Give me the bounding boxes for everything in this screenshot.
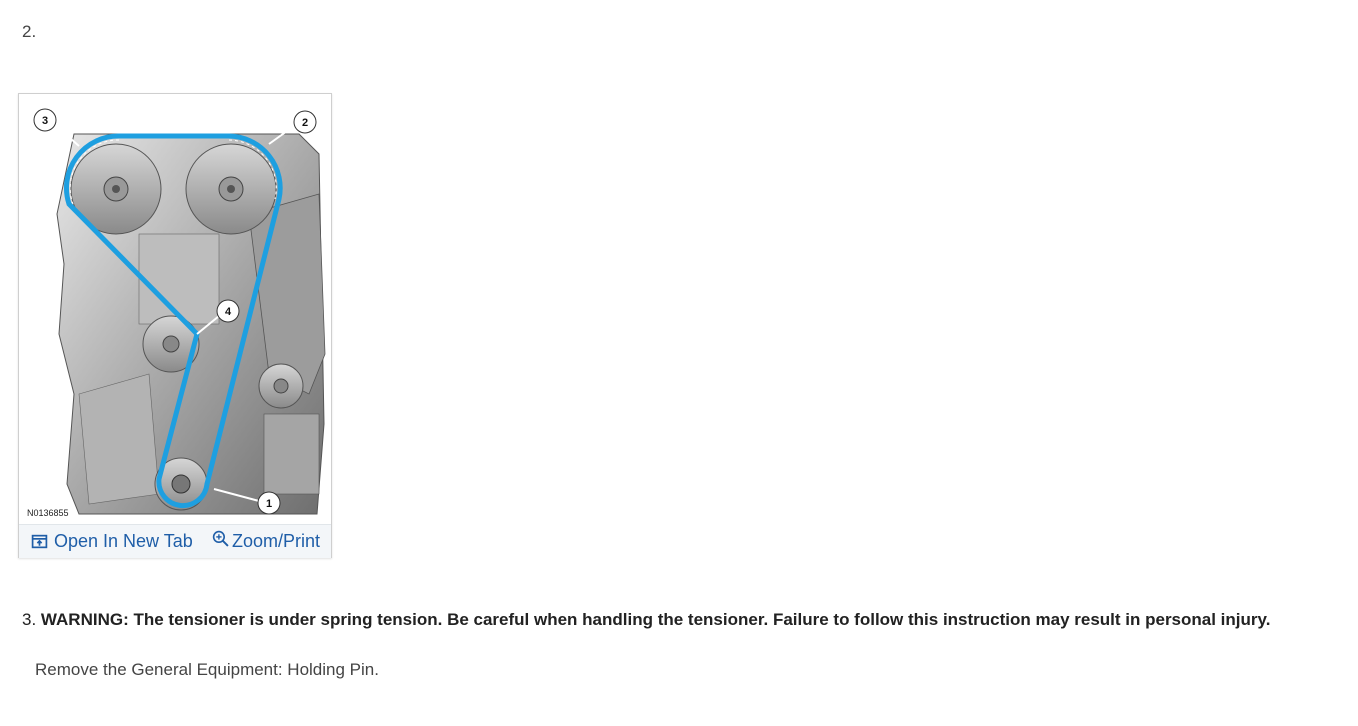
svg-text:1: 1 (265, 498, 273, 510)
zoom-print-link[interactable] (212, 531, 320, 552)
svg-text:4: 4 (224, 306, 232, 318)
warning-text: WARNING: The tensioner is under spring tension. Be careful when handling the tensioner. Failure to follow this instruction may result in personal injury. (40, 610, 1271, 629)
open-in-new-tab-link[interactable] (31, 531, 193, 552)
figure-id-label: N0136855 (27, 508, 69, 518)
svg-text:3: 3 (41, 115, 49, 127)
callout-4 (217, 300, 239, 322)
engine-timing-belt-illustration[interactable] (19, 94, 331, 524)
step-3-warning (22, 610, 1270, 630)
open-new-tab-icon (31, 533, 48, 550)
step-number-2: 2. (22, 22, 37, 41)
svg-text:2: 2 (301, 117, 309, 129)
callout-2 (294, 111, 316, 133)
zoom-magnifier-icon (212, 530, 229, 547)
open-in-new-tab-label: Open In New Tab (54, 531, 193, 551)
zoom-print-label: Zoom/Print (232, 531, 321, 551)
timing-belt-figure (18, 93, 332, 558)
step-number-3: 3. (22, 610, 37, 629)
callout-3 (34, 109, 56, 131)
callout-1 (258, 492, 280, 514)
step-3-instruction: Remove the General Equipment: Holding Pin. (35, 660, 379, 679)
figure-toolbar (19, 524, 331, 558)
